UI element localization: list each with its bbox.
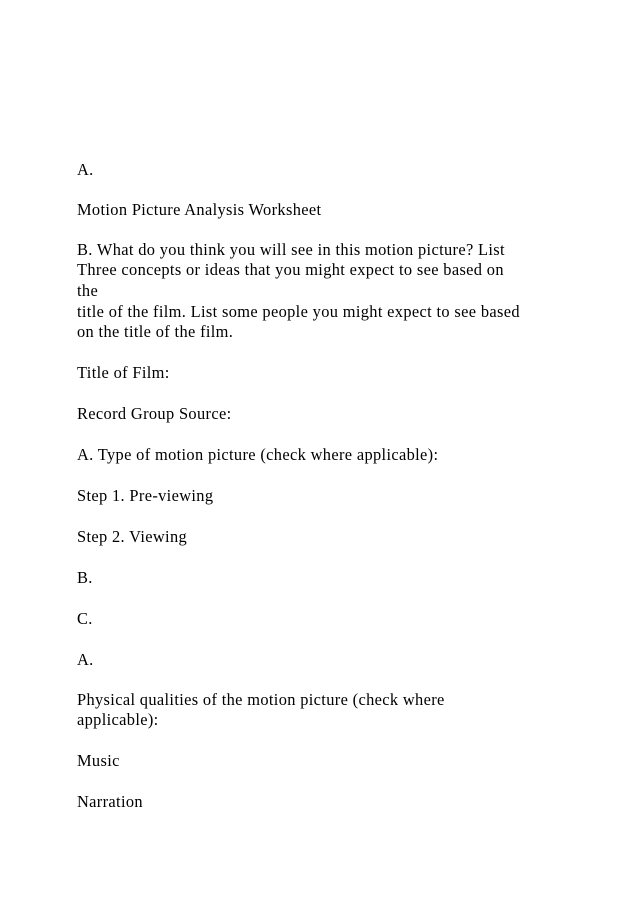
text-line: A. Type of motion picture (check where applicable): — [77, 445, 439, 464]
text-line: on the title of the film. — [77, 322, 234, 341]
title-of-film-label: Title of Film: — [77, 363, 170, 382]
text-line: B. What do you think you will see in this motion picture? List — [77, 240, 505, 259]
step-2-heading: Step 2. Viewing — [77, 527, 188, 546]
worksheet-title: Motion Picture Analysis Worksheet — [77, 200, 322, 219]
text-line: A. — [77, 160, 94, 179]
text-line: Physical qualities of the motion picture (check where — [77, 690, 445, 709]
text-line: B. — [77, 568, 93, 587]
narration-item: Narration — [77, 792, 143, 811]
text-line: applicable): — [77, 710, 159, 729]
music-item: Music — [77, 751, 120, 770]
text-line: Three concepts or ideas that you might expect to see based on — [77, 260, 504, 279]
step-1-heading: Step 1. Pre-viewing — [77, 486, 214, 505]
record-group-source-label: Record Group Source: — [77, 404, 232, 423]
text-line: title of the film. List some people you might expect to see based — [77, 302, 520, 321]
text-line: C. — [77, 609, 93, 628]
text-line: the — [77, 281, 99, 300]
text-line: A. — [77, 650, 94, 669]
